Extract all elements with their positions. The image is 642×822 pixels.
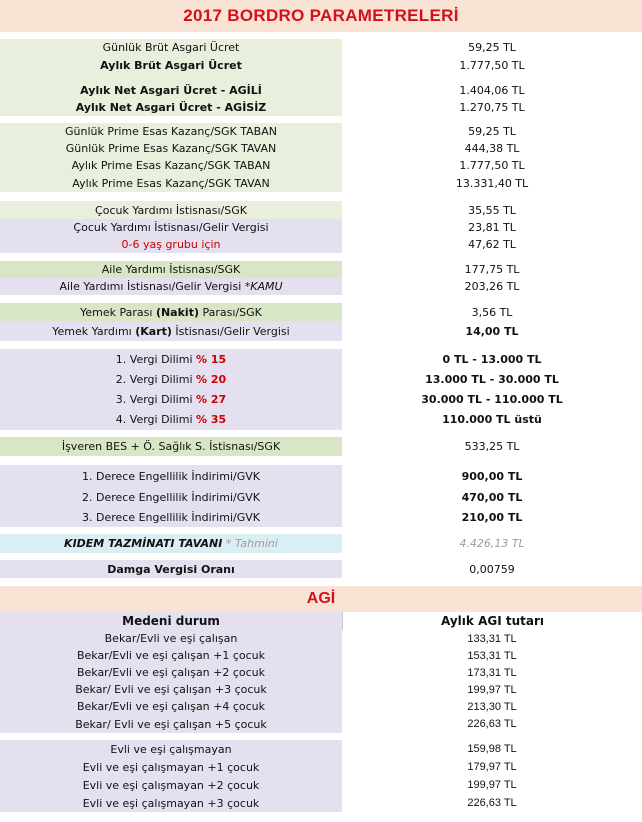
param-label: Günlük Brüt Asgari Ücret — [0, 39, 342, 56]
param-row — [0, 465, 642, 487]
param-value: 23,81 TL — [468, 221, 516, 234]
param-label-pre: Yemek Yardımı — [52, 324, 136, 338]
agi-status: Evli ve eşi çalışmayan +2 çocuk — [82, 778, 260, 792]
agi-amount: 153,31 TL — [467, 649, 517, 662]
param-row — [0, 437, 642, 456]
agi-title: AGİ — [0, 586, 642, 612]
param-label: 1. Derece Engellilik İndirimi/GVK — [0, 465, 342, 487]
agi-amount: 199,97 TL — [467, 779, 517, 791]
agi-col-status: Medeni durum — [0, 612, 342, 630]
param-row — [0, 99, 642, 116]
agi-status: Bekar/Evli ve eşi çalışan +4 çocuk — [76, 700, 266, 713]
param-label: Çocuk Yardımı İstisnası/Gelir Vergisi — [0, 219, 342, 236]
param-row — [0, 82, 642, 99]
param-value: 177,75 TL — [464, 263, 520, 276]
agi-row — [0, 664, 642, 681]
agi-row — [0, 715, 642, 733]
param-label: Aylık Brüt Asgari Ücret — [0, 56, 342, 74]
param-label — [0, 278, 342, 295]
param-row — [0, 278, 642, 295]
param-label: Aylık Prime Esas Kazanç/SGK TAVAN — [0, 174, 342, 192]
param-row — [0, 219, 642, 236]
param-value: 0,00759 — [469, 562, 515, 576]
agi-amount: 173,31 TL — [467, 666, 517, 679]
bracket-rate: % 35 — [196, 413, 227, 426]
param-value: 4.426,13 TL — [459, 537, 525, 550]
param-label-post: Parası/SGK — [198, 305, 262, 319]
param-row — [0, 507, 642, 527]
param-row — [0, 39, 642, 56]
agi-row — [0, 630, 642, 647]
param-label — [0, 534, 342, 553]
param-label: Aylık Net Asgari Ücret - AGİLİ — [0, 82, 342, 99]
param-row — [0, 157, 642, 174]
agi-status: Evli ve eşi çalışmayan — [110, 742, 232, 756]
agi-amount: 226,63 TL — [467, 718, 517, 730]
param-value: 0 TL - 13.000 TL — [442, 352, 542, 366]
param-label: Damga Vergisi Oranı — [0, 560, 342, 578]
param-label — [0, 409, 342, 430]
agi-status: Evli ve eşi çalışmayan +1 çocuk — [82, 760, 260, 774]
param-label: Çocuk Yardımı İstisnası/SGK — [0, 201, 342, 219]
param-label — [0, 389, 342, 409]
kamu-note: *KAMU — [244, 280, 283, 293]
agi-row — [0, 776, 642, 794]
param-label-post: İstisnası/Gelir Vergisi — [171, 324, 290, 338]
param-value: 47,62 TL — [468, 238, 516, 251]
bracket-rate: % 15 — [196, 352, 227, 366]
agi-amount: 199,97 TL — [467, 683, 517, 696]
agi-amount: 159,98 TL — [467, 743, 517, 755]
param-value: 14,00 TL — [465, 324, 519, 338]
param-value: 444,38 TL — [464, 142, 520, 155]
agi-amount: 179,97 TL — [467, 761, 517, 773]
param-label — [0, 349, 342, 369]
param-label: 2. Derece Engellilik İndirimi/GVK — [0, 487, 342, 507]
param-label: Günlük Prime Esas Kazanç/SGK TABAN — [0, 123, 342, 140]
bracket-label: 1. Vergi Dilimi — [115, 352, 193, 366]
param-label-text: Aile Yardımı İstisnası/Gelir Vergisi — [59, 280, 242, 293]
param-label: 0-6 yaş grubu için — [0, 236, 342, 253]
param-value: 203,26 TL — [464, 280, 520, 293]
param-value: 900,00 TL — [461, 469, 523, 483]
param-row — [0, 389, 642, 409]
param-value: 35,55 TL — [468, 203, 516, 217]
bracket-label: 2. Vergi Dilimi — [115, 372, 193, 386]
param-value: 110.000 TL üstü — [442, 413, 542, 426]
param-row — [0, 201, 642, 219]
param-value: 1.777,50 TL — [459, 58, 525, 72]
spacer-cell — [0, 74, 342, 82]
param-label: Aylık Prime Esas Kazanç/SGK TABAN — [0, 157, 342, 174]
param-value: 59,25 TL — [468, 41, 516, 54]
param-label — [0, 369, 342, 389]
agi-amount: 213,30 TL — [467, 700, 517, 713]
agi-status: Bekar/Evli ve eşi çalışan +1 çocuk — [76, 649, 266, 662]
param-value: 1.270,75 TL — [459, 101, 525, 114]
agi-col-amount: Aylık AGI tutarı — [342, 612, 642, 630]
param-label: Aylık Net Asgari Ücret - AGİSİZ — [0, 99, 342, 116]
param-value: 59,25 TL — [468, 125, 516, 138]
param-row — [0, 236, 642, 253]
param-value: 13.000 TL - 30.000 TL — [425, 372, 559, 386]
param-row — [0, 369, 642, 389]
param-row — [0, 303, 642, 321]
param-label — [0, 303, 342, 321]
param-row — [0, 349, 642, 369]
bracket-label: 3. Vergi Dilimi — [115, 392, 193, 406]
estimate-note: * Tahmini — [225, 537, 278, 550]
agi-amount: 133,31 TL — [467, 632, 517, 645]
param-value: 210,00 TL — [461, 510, 523, 524]
agi-row — [0, 794, 642, 812]
param-value: 470,00 TL — [461, 490, 523, 504]
agi-status: Evli ve eşi çalışmayan +3 çocuk — [82, 796, 260, 810]
param-row — [0, 487, 642, 507]
param-row — [0, 560, 642, 578]
param-value: 30.000 TL - 110.000 TL — [421, 392, 563, 406]
agi-status: Bekar/ Evli ve eşi çalışan +5 çocuk — [75, 717, 267, 731]
bracket-rate: % 27 — [196, 392, 227, 406]
bracket-label: 4. Vergi Dilimi — [115, 413, 193, 426]
param-label: İşveren BES + Ö. Sağlık S. İstisnası/SGK — [0, 437, 342, 456]
param-label-pre: Yemek Parası — [80, 305, 156, 319]
agi-row — [0, 758, 642, 776]
param-value: 3,56 TL — [471, 305, 513, 319]
param-row — [0, 409, 642, 430]
param-label: 3. Derece Engellilik İndirimi/GVK — [0, 507, 342, 527]
param-row — [0, 140, 642, 157]
row-spacer — [0, 74, 642, 82]
param-label-bold: (Kart) — [135, 324, 172, 338]
param-row — [0, 321, 642, 341]
param-label-text: KIDEM TAZMİNATI TAVANI — [64, 537, 223, 550]
param-label: Aile Yardımı İstisnası/SGK — [0, 261, 342, 278]
agi-row — [0, 740, 642, 758]
param-value: 533,25 TL — [464, 440, 520, 453]
param-value: 13.331,40 TL — [455, 176, 529, 190]
page-title: 2017 BORDRO PARAMETRELERİ — [0, 0, 642, 32]
param-row — [0, 174, 642, 192]
param-value: 1.777,50 TL — [459, 159, 525, 172]
bracket-rate: % 20 — [196, 372, 227, 386]
param-label-bold: (Nakit) — [155, 305, 199, 319]
param-row — [0, 534, 642, 553]
param-row — [0, 261, 642, 278]
agi-row — [0, 647, 642, 664]
agi-row — [0, 698, 642, 715]
param-label — [0, 321, 342, 341]
agi-header-row — [0, 612, 642, 630]
agi-status: Bekar/Evli ve eşi çalışan — [104, 632, 238, 645]
param-label: Günlük Prime Esas Kazanç/SGK TAVAN — [0, 140, 342, 157]
param-row — [0, 56, 642, 74]
param-value: 1.404,06 TL — [459, 84, 525, 97]
agi-row — [0, 681, 642, 698]
agi-amount: 226,63 TL — [467, 797, 517, 809]
param-row — [0, 123, 642, 140]
agi-status: Bekar/ Evli ve eşi çalışan +3 çocuk — [75, 683, 267, 696]
agi-status: Bekar/Evli ve eşi çalışan +2 çocuk — [76, 666, 266, 679]
